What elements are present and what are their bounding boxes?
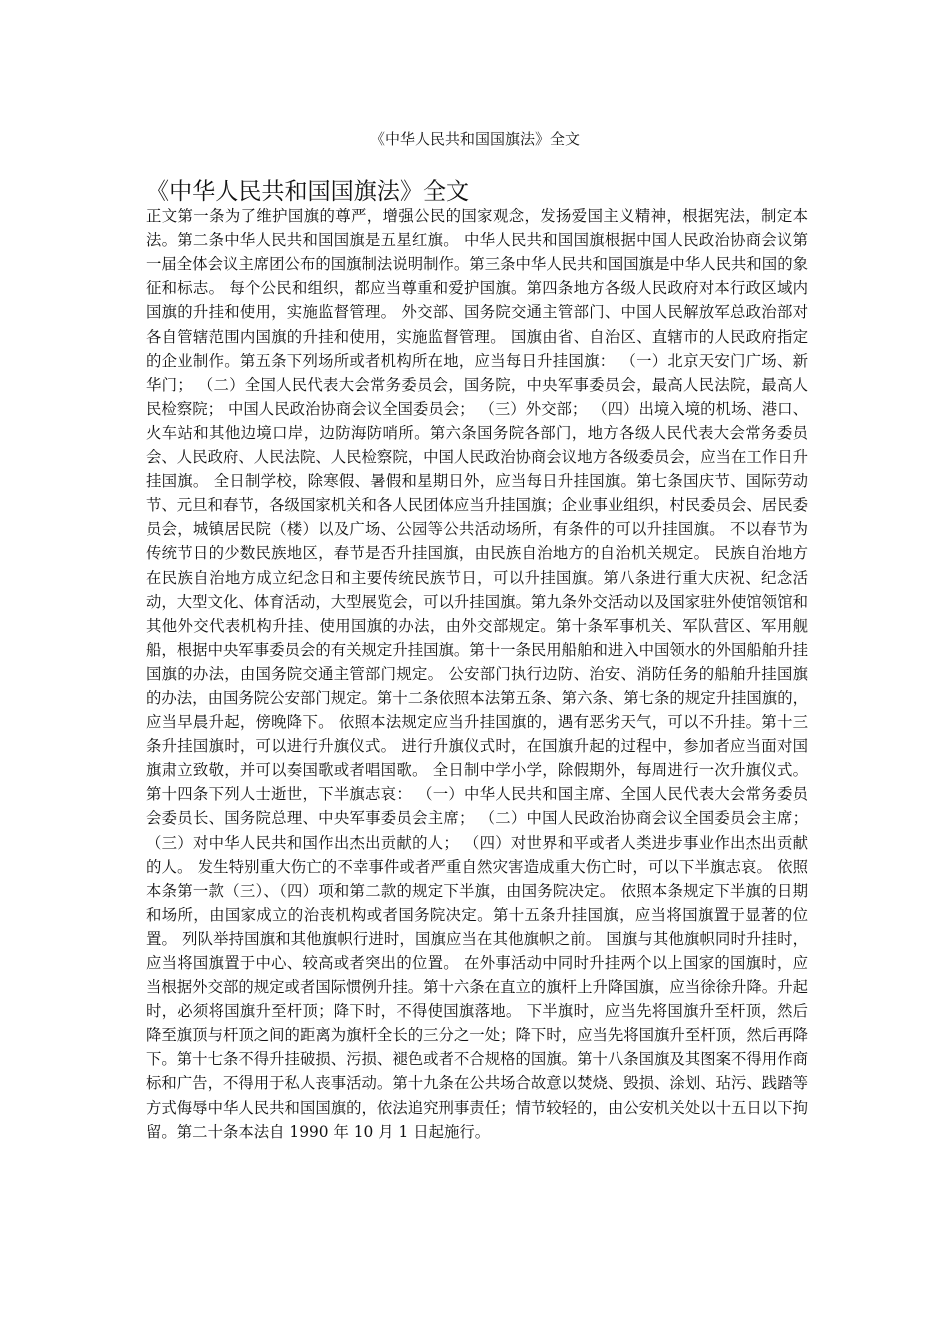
document-paragraph: 正文第一条为了维护国旗的尊严，增强公民的国家观念，发扬爱国主义精神，根据宪法，制定本法。第二条中华人民共和国国旗是五星红旗。 中华人民共和国国旗根据中国人民政治协商会议第一届全体会议主席团公布的国旗制法说明制作。第三条中华人民共和国国旗是中华人民共和国的象征和标志。 每个公民和组织，都应当尊重和爱护国旗。第四条地方各级人民政府对本行政区域内国旗的升挂和使用，实施监督管理。 外交部、国务院交通主管部门、中国人民解放军总政治部对各自管辖范围内国旗的升挂和使用，实施监督管理。 国旗由省、自治区、直辖市的人民政府指定的企业制作。第五条下列场所或者机构所在地，应当每日升挂国旗： （一）北京天安门广场、新华门； （二）全国人民代表大会常务委员会，国务院，中央军事委员会，最高人民法院，最高人民检察院； 中国人民政治协商会议全国委员会； （三）外交部； （四）出境入境的机场、港口、火车站和其他边境口岸，边防海防哨所。第六条国务院各部门，地方各级人民代表大会常务委员会、人民政府、人民法院、人民检察院，中国人民政治协商会议地方各级委员会，应当在工作日升挂国旗。 全日制学校，除寒假、暑假和星期日外，应当每日升挂国旗。第七条国庆节、国际劳动节、元旦和春节，各级国家机关和各人民团体应当升挂国旗；企业事业组织，村民委员会、居民委员会，城镇居民院（楼）以及广场、公园等公共活动场所，有条件的可以升挂国旗。 不以春节为传统节日的少数民族地区，春节是否升挂国旗，由民族自治地方的自治机关规定。 民族自治地方在民族自治地方成立纪念日和主要传统民族节日，可以升挂国旗。第八条进行重大庆祝、纪念活动，大型文化、体育活动，大型展览会，可以升挂国旗。第九条外交活动以及国家驻外使馆领馆和其他外交代表机构升挂、使用国旗的办法，由外交部规定。第十条军事机关、军队营区、军用舰船，根据中央军事委员会的有关规定升挂国旗。第十一条民用船舶和进入中国领水的外国船舶升挂国旗的办法，由国务院交通主管部门规定。 公安部门执行边防、治安、消防任务的船舶升挂国旗的办法，由国务院公安部门规定。第十二条依照本法第五条、第六条、第七条的规定升挂国旗的，应当早晨升起，傍晚降下。 依照本法规定应当升挂国旗的，遇有恶劣天气，可以不升挂。第十三条升挂国旗时，可以进行升旗仪式。 进行升旗仪式时，在国旗升起的过程中，参加者应当面对国旗肃立致敬，并可以奏国歌或者唱国歌。 全日制中学小学，除假期外，每周进行一次升旗仪式。第十四条下列人士逝世，下半旗志哀： （一）中华人民共和国主席、全国人民代表大会常务委员会委员长、国务院总理、中央军事委员会主席； （二）中国人民政治协商会议全国委员会主席； （三）对中华人民共和国作出杰出贡献的人； （四）对世界和平或者人类进步事业作出杰出贡献的人。 发生特别重大伤亡的不幸事件或者严重自然灾害造成重大伤亡时，可以下半旗志哀。 依照本条第一款（三）、（四）项和第二款的规定下半旗，由国务院决定。 依照本条规定下半旗的日期和场所，由国家成立的治丧机构或者国务院决定。第十五条升挂国旗，应当将国旗置于显著的位置。 列队举持国旗和其他旗帜行进时，国旗应当在其他旗帜之前。 国旗与其他旗帜同时升挂时，应当将国旗置于中心、较高或者突出的位置。 在外事活动中同时升挂两个以上国家的国旗时，应当根据外交部的规定或者国际惯例升挂。第十六条在直立的旗杆上升降国旗，应当徐徐升降。升起时，必须将国旗升至杆顶；降下时，不得使国旗落地。 下半旗时，应当先将国旗升至杆顶，然后降至旗顶与杆顶之间的距离为旗杆全长的三分之一处；降下时，应当先将国旗升至杆顶，然后再降下。第十七条不得升挂破损、污损、褪色或者不合规格的国旗。第十八条国旗及其图案不得用作商标和广告，不得用于私人丧事活动。第十九条在公共场合故意以焚烧、毁损、涂划、玷污、践踏等方式侮辱中华人民共和国国旗的，依法追究刑事责任；情节较轻的，由公安机关处以十五日以下拘留。第二十条本法自 1990 年 10 月 1 日起施行。 [146, 207, 808, 1141]
document-subtitle: 《中华人民共和国国旗法》全文 [146, 179, 470, 205]
document-body [146, 180, 808, 1144]
document-title: 《中华人民共和国国旗法》全文 [369, 130, 580, 148]
